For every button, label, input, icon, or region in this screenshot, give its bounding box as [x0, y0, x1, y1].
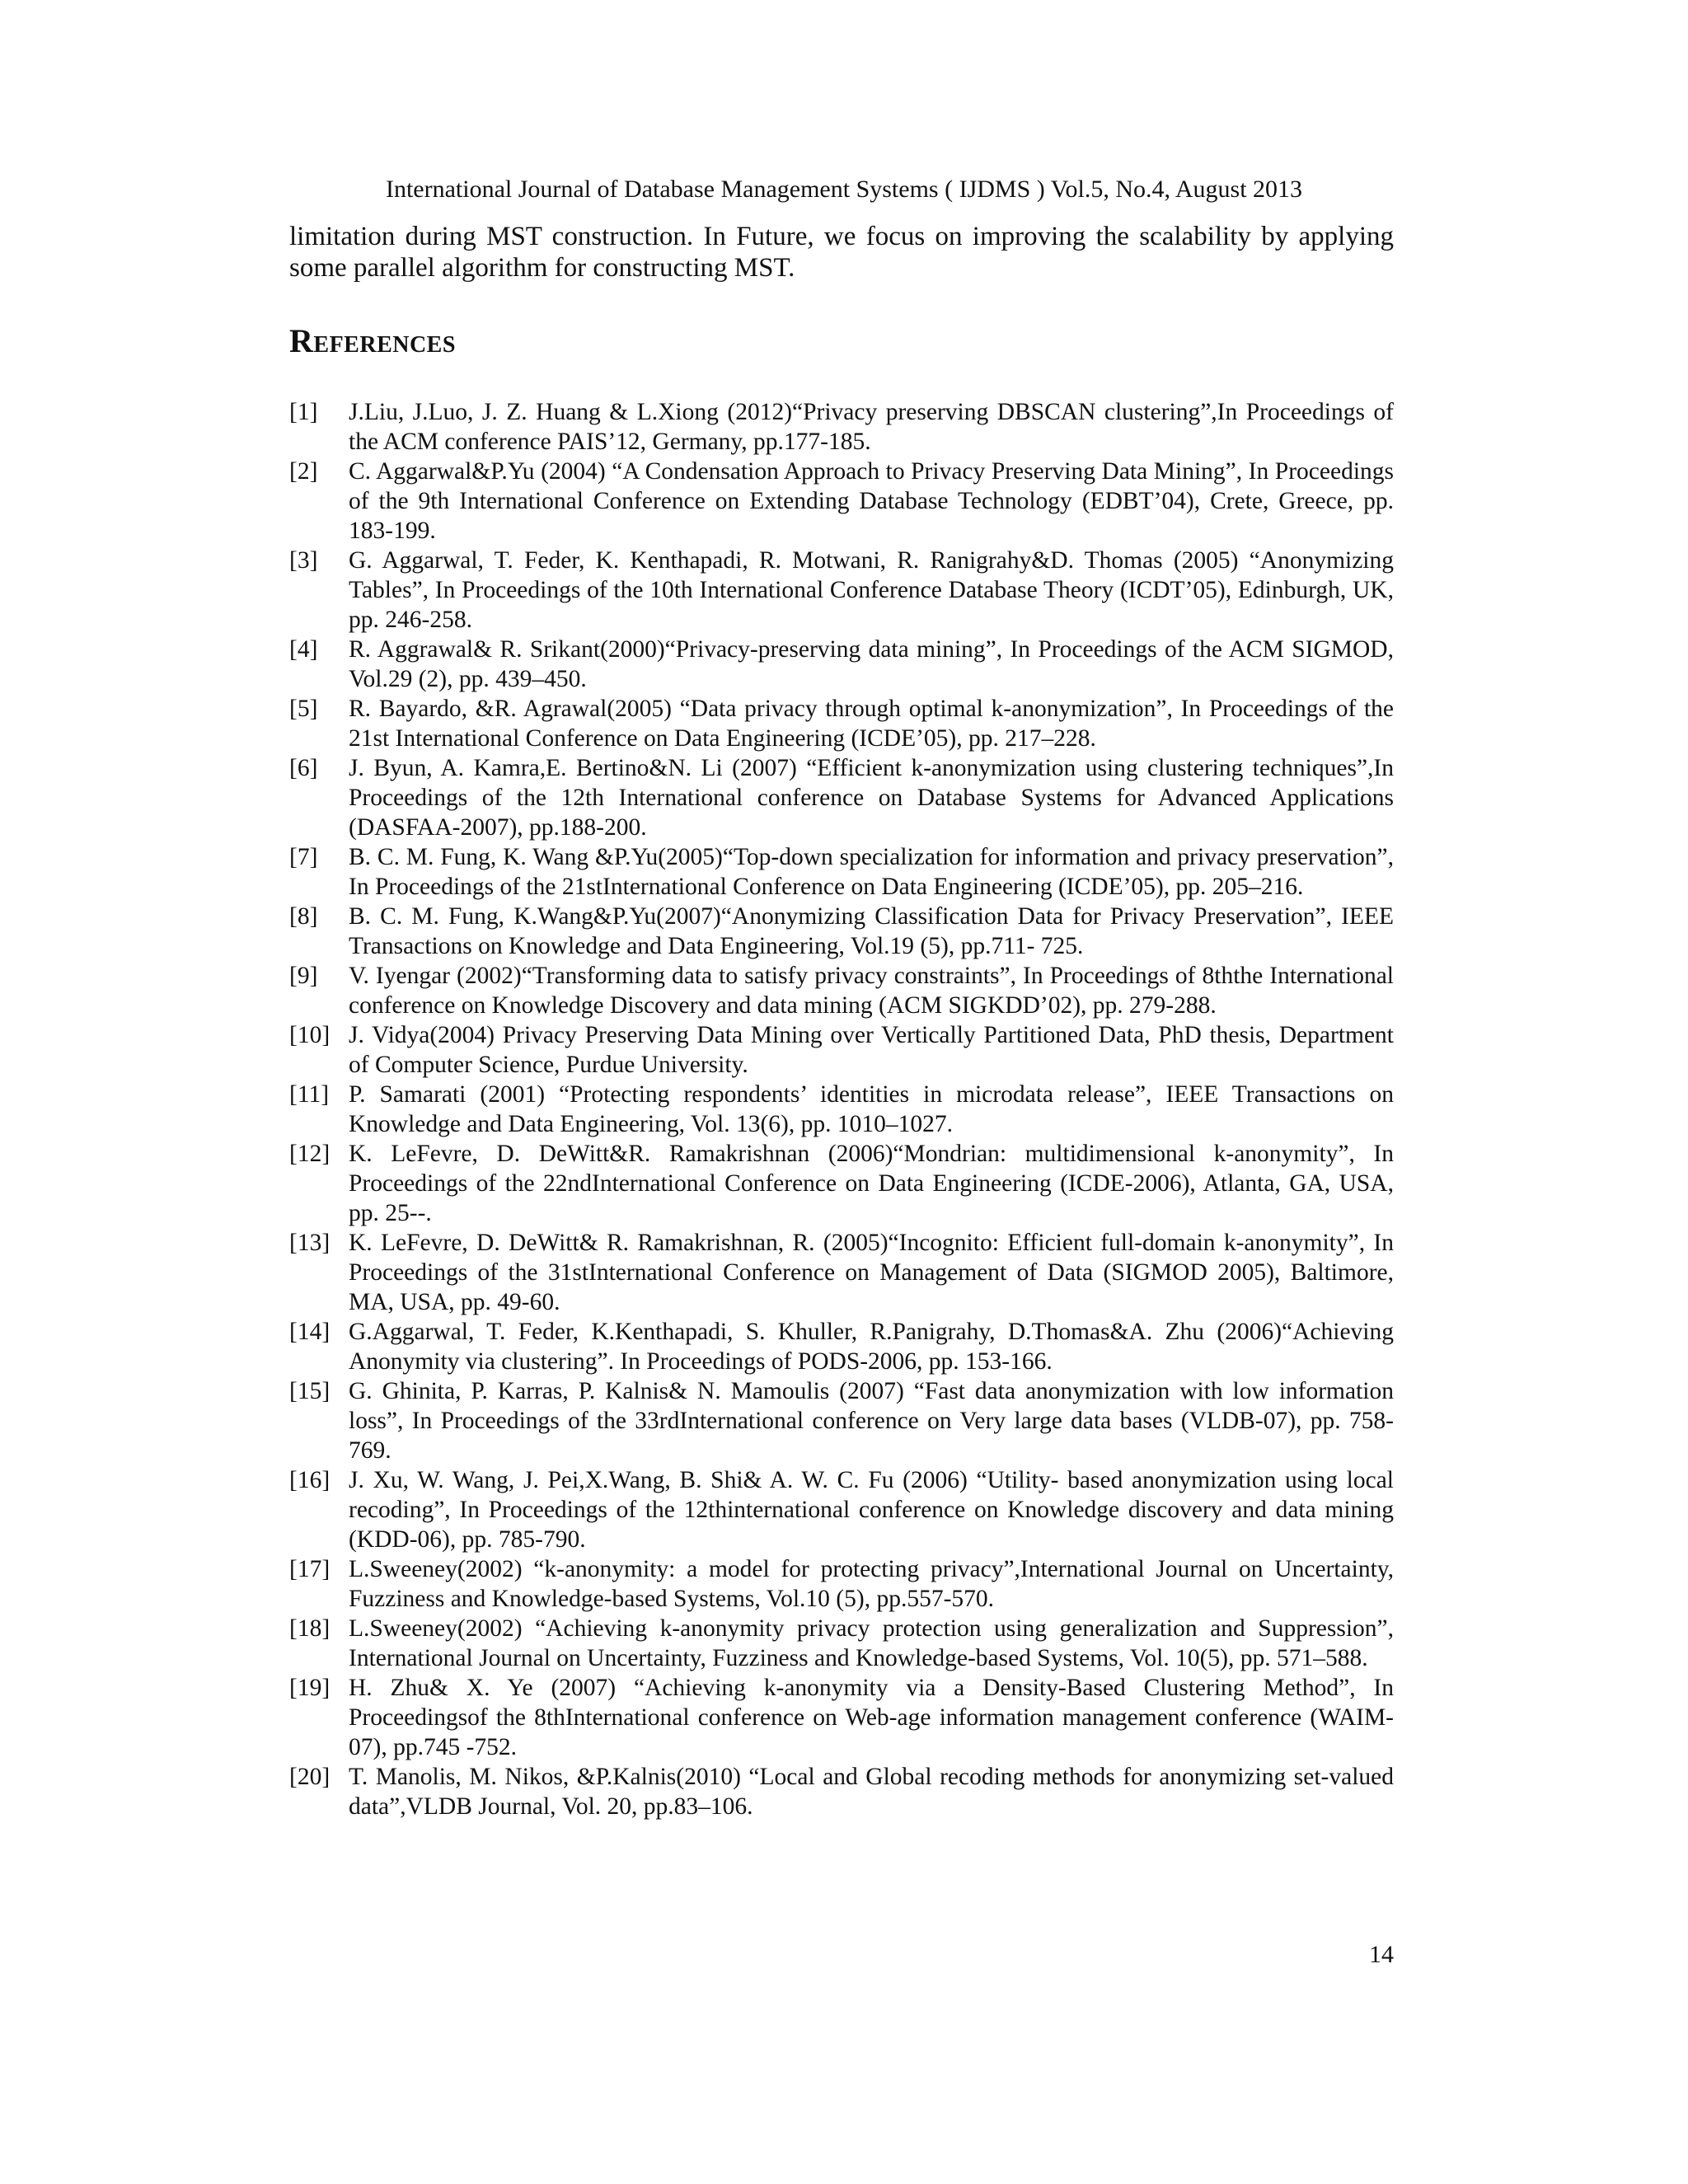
reference-entry: [289, 1139, 1394, 1228]
reference-number: [19]: [289, 1675, 331, 1701]
reference-entry: [289, 1554, 1394, 1614]
reference-number: [5]: [289, 696, 318, 722]
reference-number: [11]: [289, 1081, 330, 1108]
reference-text: J.Liu, J.Luo, J. Z. Huang & L.Xiong (2012)“Privacy preserving DBSCAN clustering”,In Proceedings of the ACM conference PAIS’12, Germany, pp.177-185.: [349, 399, 1394, 455]
reference-entry: [289, 1317, 1394, 1376]
body-paragraph: limitation during MST construction. In Future, we focus on improving the scalability by applying some parallel algorithm for constructing MST.: [289, 222, 1394, 283]
reference-number: [12]: [289, 1141, 331, 1167]
reference-entry: [289, 753, 1394, 842]
reference-entry: [289, 546, 1394, 635]
reference-number: [18]: [289, 1615, 331, 1642]
reference-text: K. LeFevre, D. DeWitt&R. Ramakrishnan (2006)“Mondrian: multidimensional k-anonymity”, In Proceedings of the 22ndInternational Conference on Data Engineering (ICDE-2006), Atlanta, GA, USA, pp. 25--.: [349, 1141, 1394, 1226]
reference-text: G. Aggarwal, T. Feder, K. Kenthapadi, R. Motwani, R. Ranigrahy&D. Thomas (2005) “Anonymizing Tables”, In Proceedings of the 10th International Conference Database Theory (ICDT’05), Edinburgh, UK, pp. 246-258.: [349, 547, 1394, 633]
reference-text: T. Manolis, M. Nikos, &P.Kalnis(2010) “Local and Global recoding methods for anonymizing set-valued data”,VLDB Journal, Vol. 20, pp.83–106.: [349, 1764, 1394, 1820]
reference-number: [17]: [289, 1556, 331, 1582]
references-heading: References: [289, 322, 456, 359]
reference-entry: [289, 902, 1394, 961]
reference-text: H. Zhu& X. Ye (2007) “Achieving k-anonymity via a Density-Based Clustering Method”, In Proceedingsof the 8thInternational conference on Web-age information management conference (WAIM-07), pp.745 -752.: [349, 1675, 1394, 1760]
reference-text: J. Byun, A. Kamra,E. Bertino&N. Li (2007) “Efficient k-anonymization using clustering techniques”,In Proceedings of the 12th International conference on Database Systems for Advanced Applications (DASFAA-2007), pp.188-200.: [349, 755, 1394, 841]
reference-list: [289, 397, 1394, 1821]
reference-entry: [289, 961, 1394, 1020]
reference-text: P. Samarati (2001) “Protecting respondents’ identities in microdata release”, IEEE Transactions on Knowledge and Data Engineering, Vol. 13(6), pp. 1010–1027.: [349, 1081, 1394, 1137]
reference-entry: [289, 1020, 1394, 1080]
reference-text: V. Iyengar (2002)“Transforming data to satisfy privacy constraints”, In Proceedings of 8ththe International conference on Knowledge Discovery and data mining (ACM SIGKDD’02), pp. 279-288.: [349, 963, 1394, 1019]
reference-number: [15]: [289, 1378, 331, 1404]
reference-entry: [289, 1228, 1394, 1317]
reference-number: [8]: [289, 903, 318, 930]
reference-entry: [289, 1465, 1394, 1554]
reference-number: [1]: [289, 399, 318, 425]
reference-entry: [289, 397, 1394, 457]
reference-text: R. Aggrawal& R. Srikant(2000)“Privacy-preserving data mining”, In Proceedings of the ACM SIGMOD, Vol.29 (2), pp. 439–450.: [349, 636, 1394, 692]
reference-text: B. C. M. Fung, K.Wang&P.Yu(2007)“Anonymizing Classification Data for Privacy Preservation”, IEEE Transactions on Knowledge and Data Engineering, Vol.19 (5), pp.711- 725.: [349, 903, 1394, 959]
reference-text: G. Ghinita, P. Karras, P. Kalnis& N. Mamoulis (2007) “Fast data anonymization with low information loss”, In Proceedings of the 33rdInternational conference on Very large data bases (VLDB-07), pp. 758-769.: [349, 1378, 1394, 1464]
reference-entry: [289, 457, 1394, 546]
reference-number: [14]: [289, 1319, 331, 1345]
reference-entry: [289, 1673, 1394, 1762]
reference-number: [20]: [289, 1764, 331, 1790]
page-number: 14: [1369, 1941, 1394, 1968]
reference-entry: [289, 1762, 1394, 1821]
reference-text: K. LeFevre, D. DeWitt& R. Ramakrishnan, R. (2005)“Incognito: Efficient full-domain k-anonymity”, In Proceedings of the 31stInternational Conference on Management of Data (SIGMOD 2005), Baltimore, MA, USA, pp. 49-60.: [349, 1230, 1394, 1315]
reference-text: C. Aggarwal&P.Yu (2004) “A Condensation Approach to Privacy Preserving Data Mining”, In Proceedings of the 9th International Conference on Extending Database Technology (EDBT’04), Crete, Greece, pp. 183-199.: [349, 458, 1394, 544]
reference-number: [16]: [289, 1467, 331, 1493]
running-header: International Journal of Database Management Systems ( IJDMS ) Vol.5, No.4, August 2013: [385, 176, 1303, 203]
reference-text: L.Sweeney(2002) “Achieving k-anonymity privacy protection using generalization and Suppression”, International Journal on Uncertainty, Fuzziness and Knowledge-based Systems, Vol. 10(5), pp. 571–588.: [349, 1615, 1394, 1671]
reference-text: R. Bayardo, &R. Agrawal(2005) “Data privacy through optimal k-anonymization”, In Proceedings of the 21st International Conference on Data Engineering (ICDE’05), pp. 217–228.: [349, 696, 1394, 752]
reference-text: L.Sweeney(2002) “k-anonymity: a model for protecting privacy”,International Journal on Uncertainty, Fuzziness and Knowledge-based Systems, Vol.10 (5), pp.557-570.: [349, 1556, 1394, 1612]
reference-entry: [289, 1080, 1394, 1139]
reference-entry: [289, 635, 1394, 694]
reference-number: [7]: [289, 844, 318, 870]
reference-number: [10]: [289, 1022, 331, 1048]
reference-text: B. C. M. Fung, K. Wang &P.Yu(2005)“Top-down specialization for information and privacy preservation”, In Proceedings of the 21stInternational Conference on Data Engineering (ICDE’05), pp. 205–216.: [349, 844, 1394, 900]
reference-entry: [289, 842, 1394, 902]
reference-number: [9]: [289, 963, 318, 989]
reference-number: [6]: [289, 755, 318, 781]
reference-entry: [289, 1376, 1394, 1465]
reference-text: J. Xu, W. Wang, J. Pei,X.Wang, B. Shi& A. W. C. Fu (2006) “Utility- based anonymization using local recoding”, In Proceedings of the 12thinternational conference on Knowledge discovery and data mining (KDD-06), pp. 785-790.: [349, 1467, 1394, 1553]
reference-number: [13]: [289, 1230, 331, 1256]
reference-number: [4]: [289, 636, 318, 663]
reference-text: J. Vidya(2004) Privacy Preserving Data Mining over Vertically Partitioned Data, PhD thesis, Department of Computer Science, Purdue University.: [349, 1022, 1394, 1078]
reference-number: [2]: [289, 458, 318, 485]
reference-number: [3]: [289, 547, 318, 574]
reference-entry: [289, 694, 1394, 753]
reference-entry: [289, 1614, 1394, 1673]
reference-text: G.Aggarwal, T. Feder, K.Kenthapadi, S. Khuller, R.Panigrahy, D.Thomas&A. Zhu (2006)“Achieving Anonymity via clustering”. In Proceedings of PODS-2006, pp. 153-166.: [349, 1319, 1394, 1375]
